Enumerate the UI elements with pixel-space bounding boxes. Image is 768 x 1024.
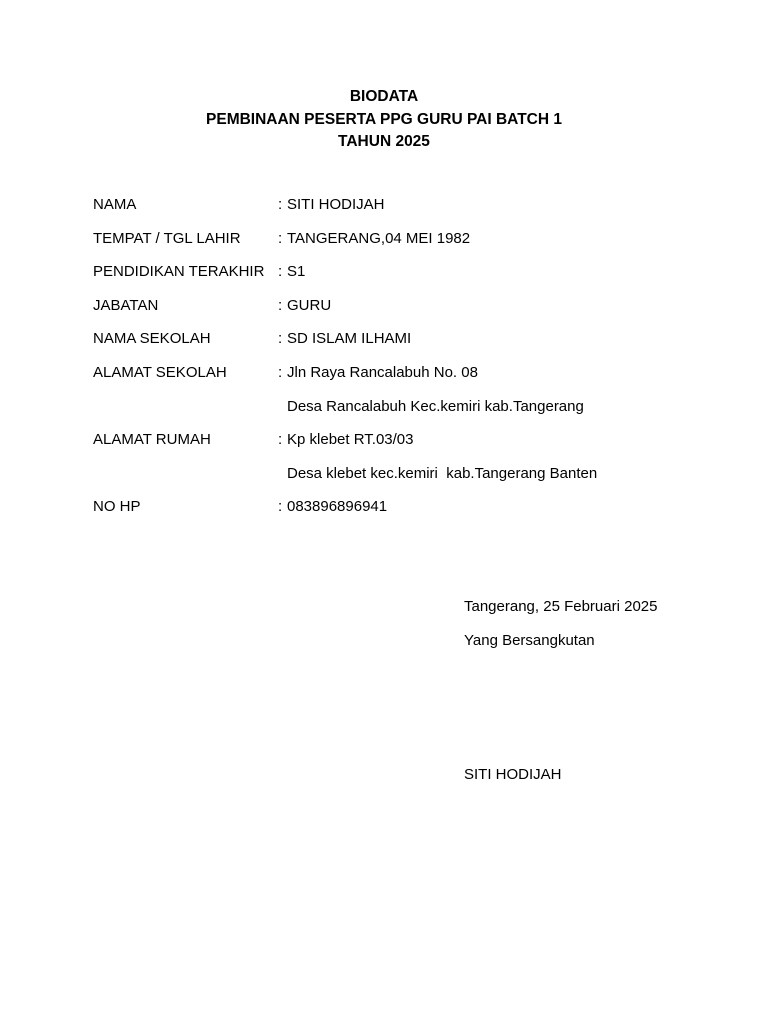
title-line-year: TAHUN 2025	[338, 133, 430, 150]
field-value: SITI HODIJAH	[287, 196, 385, 213]
field-row-pendidikan	[93, 263, 713, 297]
field-row-jabatan	[93, 297, 713, 331]
field-row-no-hp	[93, 498, 713, 532]
field-value: SD ISLAM ILHAMI	[287, 330, 412, 348]
field-label	[93, 398, 278, 432]
biodata-fields	[93, 196, 713, 532]
field-label: NO HP	[93, 498, 141, 516]
field-value: Jln Raya Rancalabuh No. 08	[287, 363, 478, 381]
signature-name: SITI HODIJAH	[464, 766, 562, 783]
field-label: NAMA SEKOLAH	[93, 330, 211, 348]
field-label	[93, 465, 278, 499]
field-separator: :	[278, 498, 283, 516]
signature-block	[464, 598, 658, 783]
field-row-nama	[93, 196, 713, 230]
field-row-alamat-rumah-cont	[93, 465, 713, 499]
field-separator: :	[278, 330, 283, 348]
field-label: PENDIDIKAN TERAKHIR	[93, 263, 265, 281]
field-separator: :	[278, 431, 283, 449]
field-label: TEMPAT / TGL LAHIR	[93, 229, 241, 247]
field-separator	[278, 398, 287, 432]
signature-place-date: Tangerang, 25 Februari 2025	[464, 598, 658, 615]
field-separator: :	[278, 296, 283, 314]
title-line-program: PEMBINAAN PESERTA PPG GURU PAI BATCH 1	[206, 110, 562, 128]
field-row-alamat-rumah	[93, 431, 713, 465]
field-separator: :	[278, 196, 283, 213]
field-separator: :	[278, 363, 283, 381]
field-separator: :	[278, 263, 283, 281]
field-value: 083896896941	[287, 498, 388, 516]
field-label: NAMA	[93, 196, 137, 213]
field-row-nama-sekolah	[93, 330, 713, 364]
field-value: TANGERANG,04 MEI 1982	[287, 229, 471, 247]
field-label: ALAMAT RUMAH	[93, 431, 211, 449]
field-value: GURU	[287, 296, 332, 314]
field-value: S1	[287, 263, 306, 281]
signature-role: Yang Bersangkutan	[464, 631, 595, 649]
document-title	[0, 86, 768, 154]
title-line-biodata: BIODATA	[349, 88, 419, 105]
field-separator: :	[278, 229, 283, 247]
field-value: Desa Rancalabuh Kec.kemiri kab.Tangerang	[287, 397, 584, 415]
field-value: Desa klebet kec.kemiri kab.Tangerang Banten	[287, 464, 598, 482]
field-value: Kp klebet RT.03/03	[287, 431, 414, 449]
field-label: ALAMAT SEKOLAH	[93, 363, 227, 381]
field-separator	[278, 465, 287, 499]
field-row-tempat-tgl-lahir	[93, 230, 713, 264]
field-row-alamat-sekolah-cont	[93, 398, 713, 432]
field-label: JABATAN	[93, 296, 159, 314]
field-row-alamat-sekolah	[93, 364, 713, 398]
